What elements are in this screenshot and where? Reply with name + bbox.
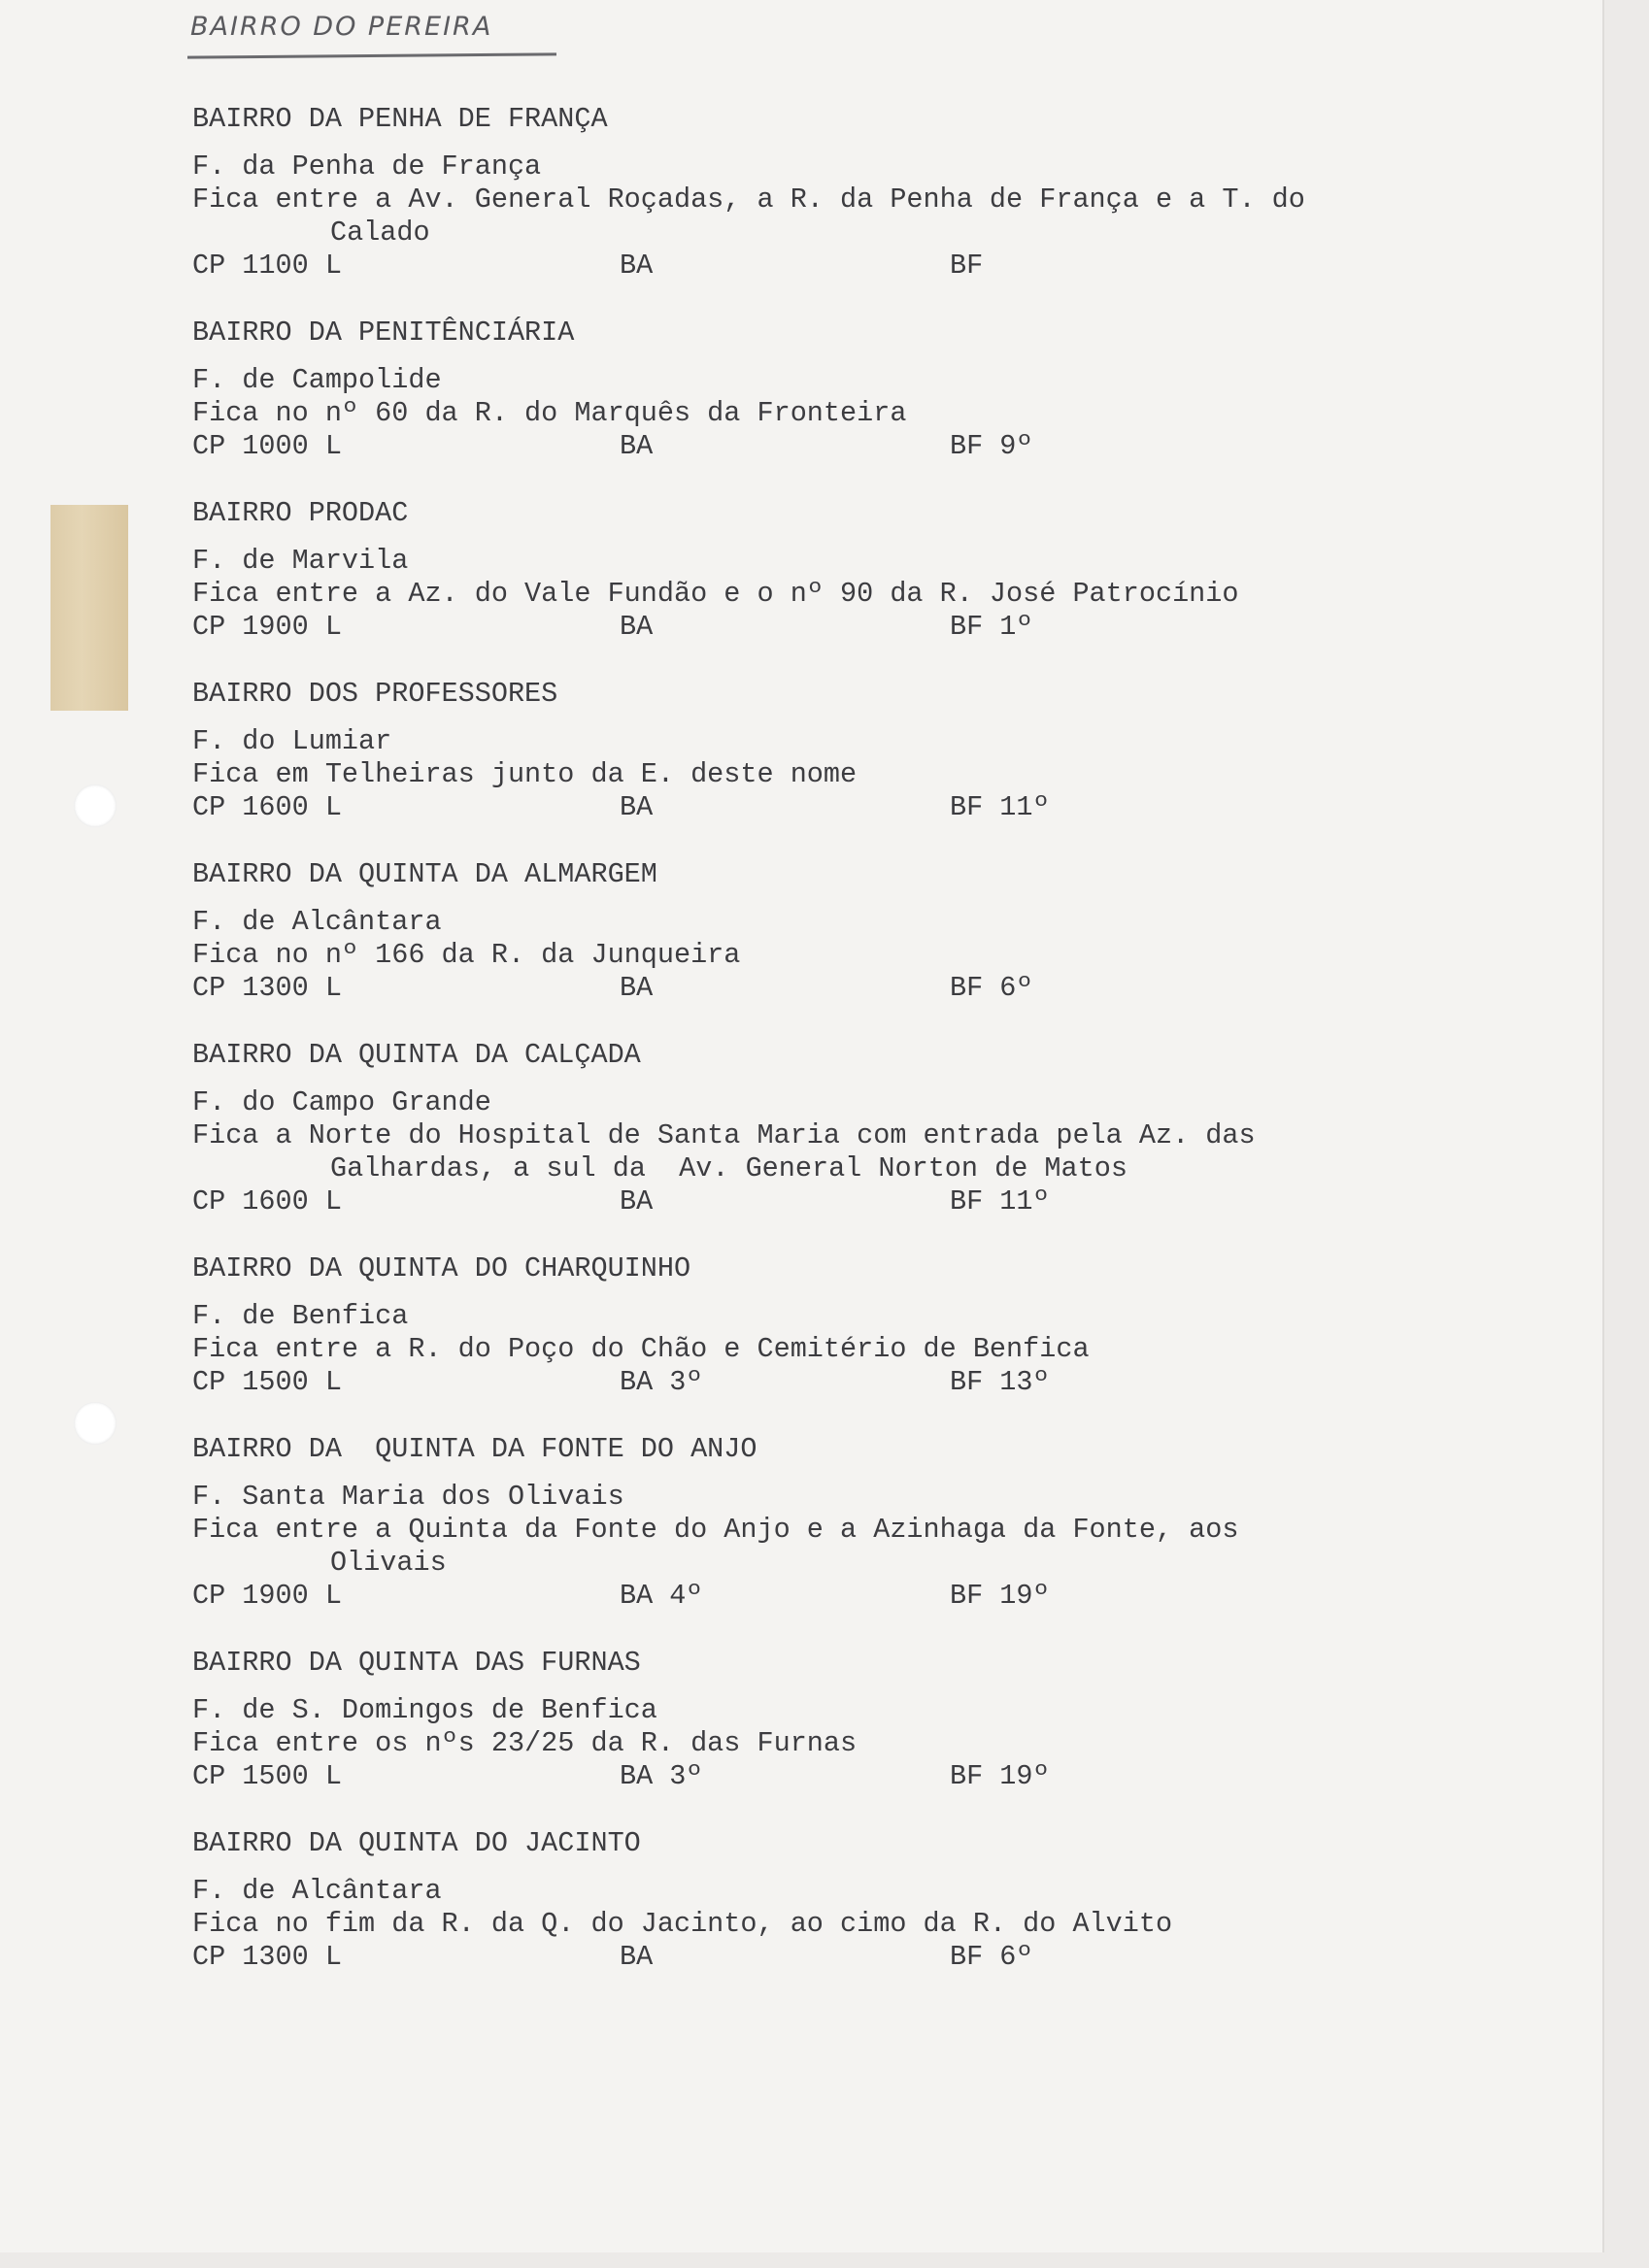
postal-code: CP 1600 L	[192, 1185, 342, 1217]
bf-code: BF 19º	[950, 1760, 1050, 1792]
location-line: Fica a Norte do Hospital de Santa Maria com entrada pela Az. das	[192, 1119, 1256, 1151]
location-continuation: Galhardas, a sul da Av. General Norton de Matos	[330, 1152, 1127, 1184]
bf-code: BF	[950, 250, 984, 282]
freguesia-line: F. da Penha de França	[192, 150, 542, 183]
punch-hole	[74, 1402, 117, 1445]
bairro-entry	[192, 317, 1571, 463]
location-line: Fica no nº 166 da R. da Junqueira	[192, 939, 741, 971]
postal-code: CP 1300 L	[192, 1941, 342, 1973]
bf-code: BF 1º	[950, 611, 1033, 643]
postal-code: CP 1300 L	[192, 972, 342, 1004]
location-line: Fica em Telheiras junto da E. deste nome	[192, 758, 858, 790]
bairro-name: BAIRRO PRODAC	[192, 497, 409, 529]
entries-list	[192, 103, 1571, 2008]
location-line: Fica entre a Quinta da Fonte do Anjo e a Azinhaga da Fonte, aos	[192, 1514, 1239, 1546]
freguesia-line: F. de Benfica	[192, 1300, 409, 1332]
bf-code: BF 9º	[950, 430, 1033, 462]
bairro-entry	[192, 497, 1571, 644]
bf-code: BF 11º	[950, 1185, 1050, 1217]
ba-code: BA	[620, 1185, 654, 1217]
bairro-name: BAIRRO DA PENHA DE FRANÇA	[192, 103, 608, 135]
freguesia-line: F. de Alcântara	[192, 906, 442, 938]
bairro-name: BAIRRO DA QUINTA DA ALMARGEM	[192, 858, 657, 890]
bairro-name: BAIRRO DA QUINTA DO CHARQUINHO	[192, 1252, 691, 1284]
freguesia-line: F. de Alcântara	[192, 1875, 442, 1907]
bairro-name: BAIRRO DOS PROFESSORES	[192, 678, 558, 710]
bairro-name: BAIRRO DA QUINTA DA FONTE DO ANJO	[192, 1433, 757, 1465]
codes-line	[192, 1941, 1571, 1974]
ba-code: BA	[620, 791, 654, 823]
bairro-entry	[192, 1647, 1571, 1793]
ba-code: BA	[620, 1941, 654, 1973]
bairro-entry	[192, 1827, 1571, 1974]
location-line: Fica entre a R. do Poço do Chão e Cemitério de Benfica	[192, 1333, 1090, 1365]
postal-code: CP 1900 L	[192, 1580, 342, 1612]
codes-line	[192, 611, 1571, 644]
ba-code: BA	[620, 972, 654, 1004]
bairro-name: BAIRRO DA QUINTA DA CALÇADA	[192, 1039, 641, 1071]
codes-line	[192, 972, 1571, 1005]
codes-line	[192, 1185, 1571, 1218]
location-line: Fica no fim da R. da Q. do Jacinto, ao cimo da R. do Alvito	[192, 1908, 1173, 1940]
location-line: Fica entre os nºs 23/25 da R. das Furnas	[192, 1727, 858, 1759]
bf-code: BF 6º	[950, 1941, 1033, 1973]
bf-code: BF 19º	[950, 1580, 1050, 1612]
ba-code: BA 3º	[620, 1366, 703, 1398]
bairro-name: BAIRRO DA PENITÊNCIÁRIA	[192, 317, 575, 349]
ba-code: BA	[620, 430, 654, 462]
adhesive-tape	[50, 505, 128, 711]
postal-code: CP 1500 L	[192, 1366, 342, 1398]
freguesia-line: F. de Campolide	[192, 364, 442, 396]
ba-code: BA 3º	[620, 1760, 703, 1792]
postal-code: CP 1100 L	[192, 250, 342, 282]
freguesia-line: F. do Campo Grande	[192, 1086, 491, 1118]
bairro-entry	[192, 1252, 1571, 1399]
freguesia-line: F. de S. Domingos de Benfica	[192, 1694, 657, 1726]
ba-code: BA	[620, 250, 654, 282]
ba-code: BA 4º	[620, 1580, 703, 1612]
freguesia-line: F. do Lumiar	[192, 725, 392, 757]
handwritten-underline	[187, 52, 556, 58]
bairro-entry	[192, 103, 1571, 283]
codes-line	[192, 430, 1571, 463]
postal-code: CP 1600 L	[192, 791, 342, 823]
codes-line	[192, 1580, 1571, 1613]
postal-code: CP 1000 L	[192, 430, 342, 462]
location-line: Fica entre a Az. do Vale Fundão e o nº 90 da R. José Patrocínio	[192, 578, 1239, 610]
codes-line	[192, 250, 1571, 283]
postal-code: CP 1900 L	[192, 611, 342, 643]
freguesia-line: F. Santa Maria dos Olivais	[192, 1481, 624, 1513]
freguesia-line: F. de Marvila	[192, 545, 409, 577]
codes-line	[192, 1366, 1571, 1399]
bairro-entry	[192, 678, 1571, 824]
bairro-entry	[192, 1039, 1571, 1218]
punch-hole	[74, 784, 117, 827]
location-continuation: Calado	[330, 217, 430, 249]
codes-line	[192, 1760, 1571, 1793]
bf-code: BF 6º	[950, 972, 1033, 1004]
bairro-entry	[192, 858, 1571, 1005]
location-line: Fica entre a Av. General Roçadas, a R. da Penha de França e a T. do	[192, 183, 1305, 216]
bairro-entry	[192, 1433, 1571, 1613]
bairro-name: BAIRRO DA QUINTA DO JACINTO	[192, 1827, 641, 1859]
bf-code: BF 11º	[950, 791, 1050, 823]
bf-code: BF 13º	[950, 1366, 1050, 1398]
bairro-name: BAIRRO DA QUINTA DAS FURNAS	[192, 1647, 641, 1679]
postal-code: CP 1500 L	[192, 1760, 342, 1792]
location-continuation: Olivais	[330, 1547, 447, 1579]
handwritten-title: BAIRRO DO PEREIRA	[190, 12, 493, 42]
location-line: Fica no nº 60 da R. do Marquês da Fronteira	[192, 397, 907, 429]
ba-code: BA	[620, 611, 654, 643]
codes-line	[192, 791, 1571, 824]
